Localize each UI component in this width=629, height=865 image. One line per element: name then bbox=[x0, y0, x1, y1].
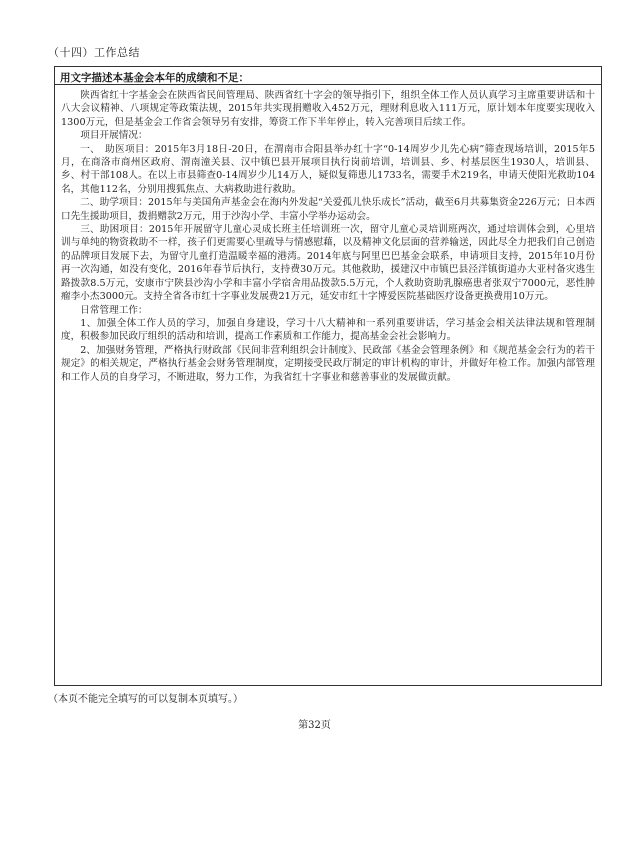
paragraph-poverty-aid: 三、助困项目：2015年开展留守儿童心灵成长班主任培训班一次，留守儿童心灵培训班两次，通过培训体会到，心里培训与单纯的物资救助不一样，孩子们更需要心里疏导与情感慰藉，以及精神文化层面的营养输送，因此尽全力把我们自己创造的品牌项目发展下去，为留守儿童打造温暖幸福的港湾。2014年底与阿里巴巴基金会联系，申请项目支持，2015年10月份再一次沟通，如没有变化，2016年春节后执行，支持费30万元。其他救助，援建汉中市镇巴县泾洋镇街道办大亚村备灾逃生路拨款8.5万元，安康市宁陕县沙沟小学和丰富小学宿舍用品拨款5.5万元，个人救助资助乳腺癌患者张双宁7000元，恶性肿瘤李小杰3000元。支持全省各市红十字事业发展费21万元，延安市红十字博爱医院基础医疗设备更换费用10万元。 bbox=[61, 224, 595, 303]
paragraph-staff-learning: 1、加强全体工作人员的学习，加强自身建设，学习十八大精神和一系列重要讲话，学习基金会相关法律法规和管理制度，积极参加民政厅组织的活动和培训，提高工作素质和工作能力，提高基金会社会影响力。 bbox=[61, 317, 595, 343]
summary-content bbox=[61, 89, 595, 384]
paragraph-education-aid: 二、助学项目：2015年与美国角声基金会在海内外发起“关爱孤儿快乐成长”活动，截至6月共募集资金226万元；日本西口先生援助项目，拨捐赠款2万元，用于沙沟小学、丰富小学举办运动会。 bbox=[61, 197, 595, 222]
paragraph-financial-management: 2、加强财务管理，严格执行财政部《民间非营利组织会计制度》、民政部《基金会管理条例》和《规范基金会行为的若干规定》的相关规定，严格执行基金会财务管理制度，定期接受民政厅制定的审计机构的审计，并做好年检工作。加强内部管理和工作人员的自身学习，不断进取，努力工作，为我省红十字事业和慈善事业的发展做贡献。 bbox=[61, 344, 595, 383]
footnote: （本页不能完全填写的可以复制本页填写。） bbox=[48, 694, 243, 705]
box-header: 用文字描述本基金会本年的成绩和不足： bbox=[55, 67, 601, 85]
paragraph-intro: 陕西省红十字基金会在陕西省民间管理局、陕西省红十字会的领导指引下，组织全体工作人员认真学习主席重要讲话和十八大会议精神、八项规定等政策法规，2015年共实现捐赠收入452万元，理财利息收入111万元，原计划本年度要实现收入1300万元，但是基金会工作省会领导另有安排，筹资工作下半年停止，转入完善项目后续工作。 bbox=[61, 90, 595, 128]
paragraph-daily-management-heading: 日常管理工作： bbox=[80, 304, 148, 316]
section-title: （十四）工作总结 bbox=[48, 46, 140, 59]
page-number: 第32页 bbox=[298, 720, 331, 731]
paragraph-projects-heading: 项目开展情况： bbox=[80, 130, 148, 142]
paragraph-medical-aid: 一、 助医项目：2015年3月18日-20日，在渭南市合阳县举办红十字“0-14周岁少儿先心病”筛查现场培训，2015年5月，在商洛市商州区政府、渭南潼关县、汉中镇巴县开展项目执行岗前培训，培训县、乡、村基层医生1930人，培训县、乡、村干部108人。在以上市县筛查0-14周岁少儿14万人，疑似复筛患儿1733名，需要手术219名，申请天使阳光救助104名，其他112名，分别用搜狐焦点、大病救助进行救助。 bbox=[61, 143, 595, 195]
summary-box bbox=[54, 66, 602, 686]
